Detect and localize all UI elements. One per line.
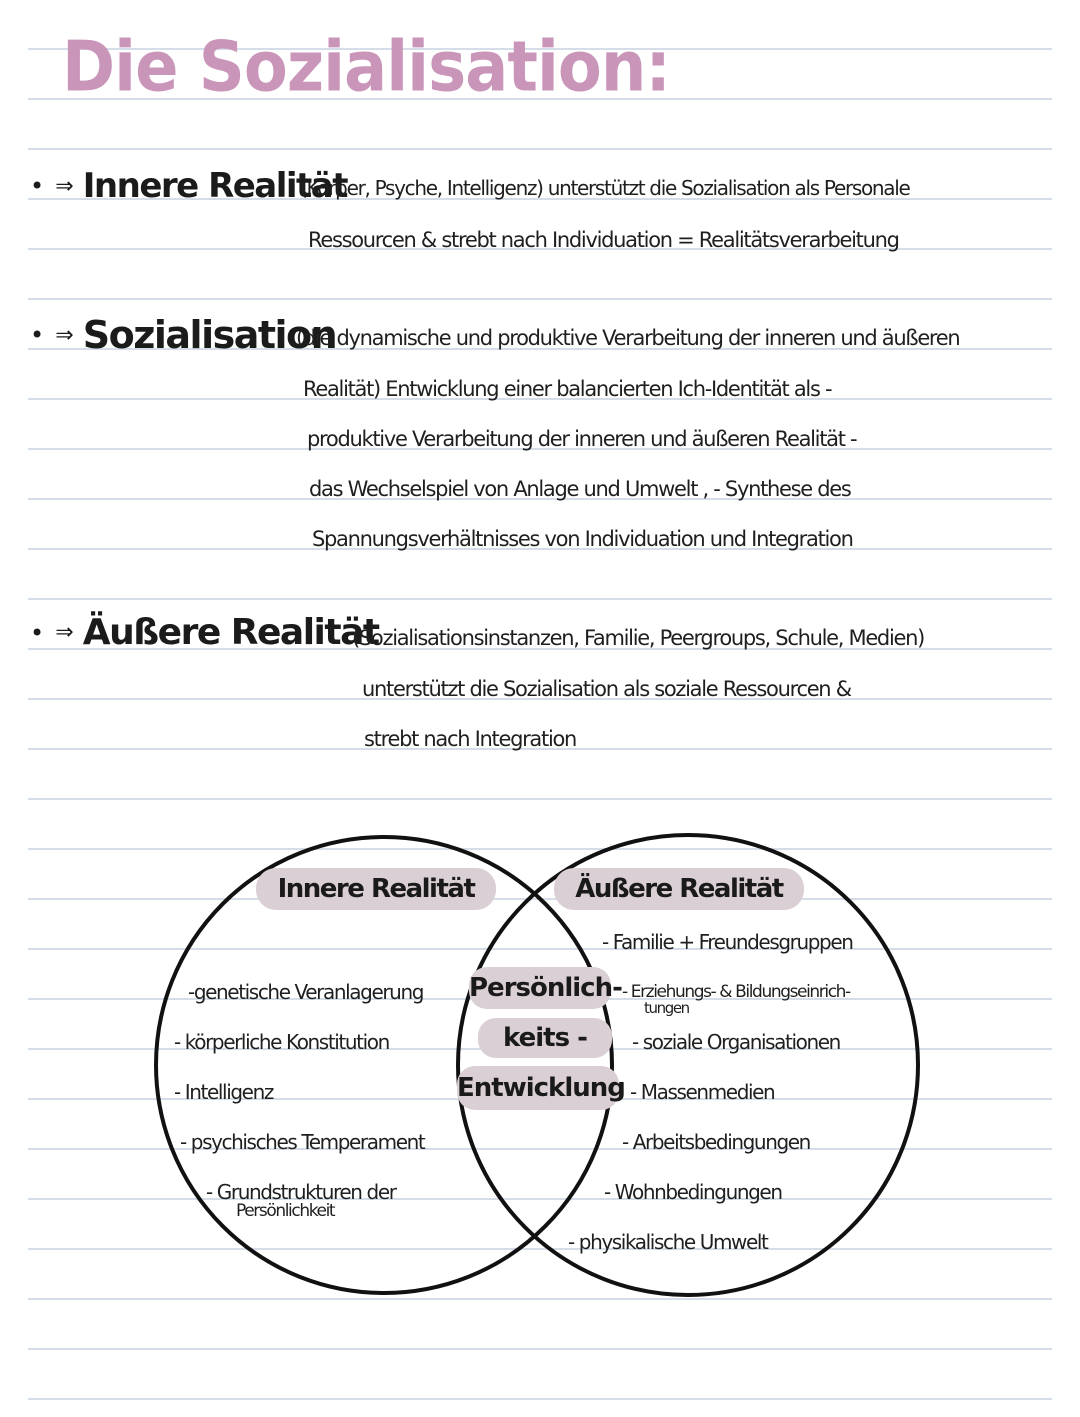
venn-right-label: Äußere Realität	[554, 868, 804, 910]
venn-center-line: keits -	[478, 1018, 612, 1058]
venn-left-item: - Grundstrukturen der	[206, 1180, 396, 1204]
section-text-line: Realität) Entwicklung einer balancierten Ich-Identität als -	[303, 377, 832, 401]
section-text-line: (Sozialisationsinstanzen, Familie, Peergroups, Schule, Medien)	[352, 626, 925, 650]
venn-left-item: - psychisches Temperament	[180, 1130, 425, 1154]
venn-left-item: -genetische Veranlagerung	[188, 980, 424, 1004]
section-heading: Innere Realität	[82, 166, 348, 206]
venn-right-item: - Arbeitsbedingungen	[622, 1130, 810, 1154]
bullet-icon: •	[30, 172, 45, 200]
venn-center-line: Persönlich-	[469, 967, 611, 1009]
section-heading: Sozialisation	[82, 313, 337, 357]
section-text-line: (die dynamische und produktive Verarbeitung der inneren und äußeren	[296, 326, 960, 350]
section-heading: Äußere Realität	[82, 612, 379, 653]
venn-left-item: Persönlichkeit	[236, 1201, 335, 1221]
venn-center-line: Entwicklung	[457, 1066, 619, 1110]
venn-right-item: - Erziehungs- & Bildungseinrich-	[622, 982, 850, 1002]
venn-right-item: - soziale Organisationen	[632, 1030, 840, 1054]
bullet-icon: •	[30, 321, 45, 349]
venn-right-item: - Wohnbedingungen	[604, 1180, 782, 1204]
venn-left-item: - Intelligenz	[174, 1080, 273, 1104]
arrow-icon: ⇒	[55, 620, 74, 645]
section-text-line: Spannungsverhältnisses von Individuation und Integration	[312, 527, 853, 551]
venn-right-item: - Familie + Freundesgruppen	[602, 930, 853, 954]
section-text-line: (Körper, Psyche, Intelligenz) unterstützt die Sozialisation als Personale	[300, 176, 910, 200]
page-title: Die Sozialisation:	[62, 28, 670, 108]
bullet-icon: •	[30, 618, 45, 647]
section-text-line: unterstützt die Sozialisation als soziale Ressourcen &	[362, 677, 851, 701]
section-text-line: strebt nach Integration	[364, 727, 577, 751]
section-text-line: Ressourcen & strebt nach Individuation = Realitätsverarbeitung	[308, 228, 899, 252]
arrow-icon: ⇒	[55, 173, 74, 199]
arrow-icon: ⇒	[55, 322, 74, 348]
section-text-line: produktive Verarbeitung der inneren und äußeren Realität -	[307, 427, 857, 451]
venn-left-label: Innere Realität	[256, 868, 496, 910]
venn-left-item: - körperliche Konstitution	[174, 1030, 389, 1054]
venn-right-item: tungen	[644, 999, 689, 1017]
venn-right-item: - Massenmedien	[630, 1080, 775, 1104]
section-text-line: das Wechselspiel von Anlage und Umwelt , - Synthese des	[309, 477, 851, 501]
venn-right-item: - physikalische Umwelt	[568, 1230, 768, 1254]
